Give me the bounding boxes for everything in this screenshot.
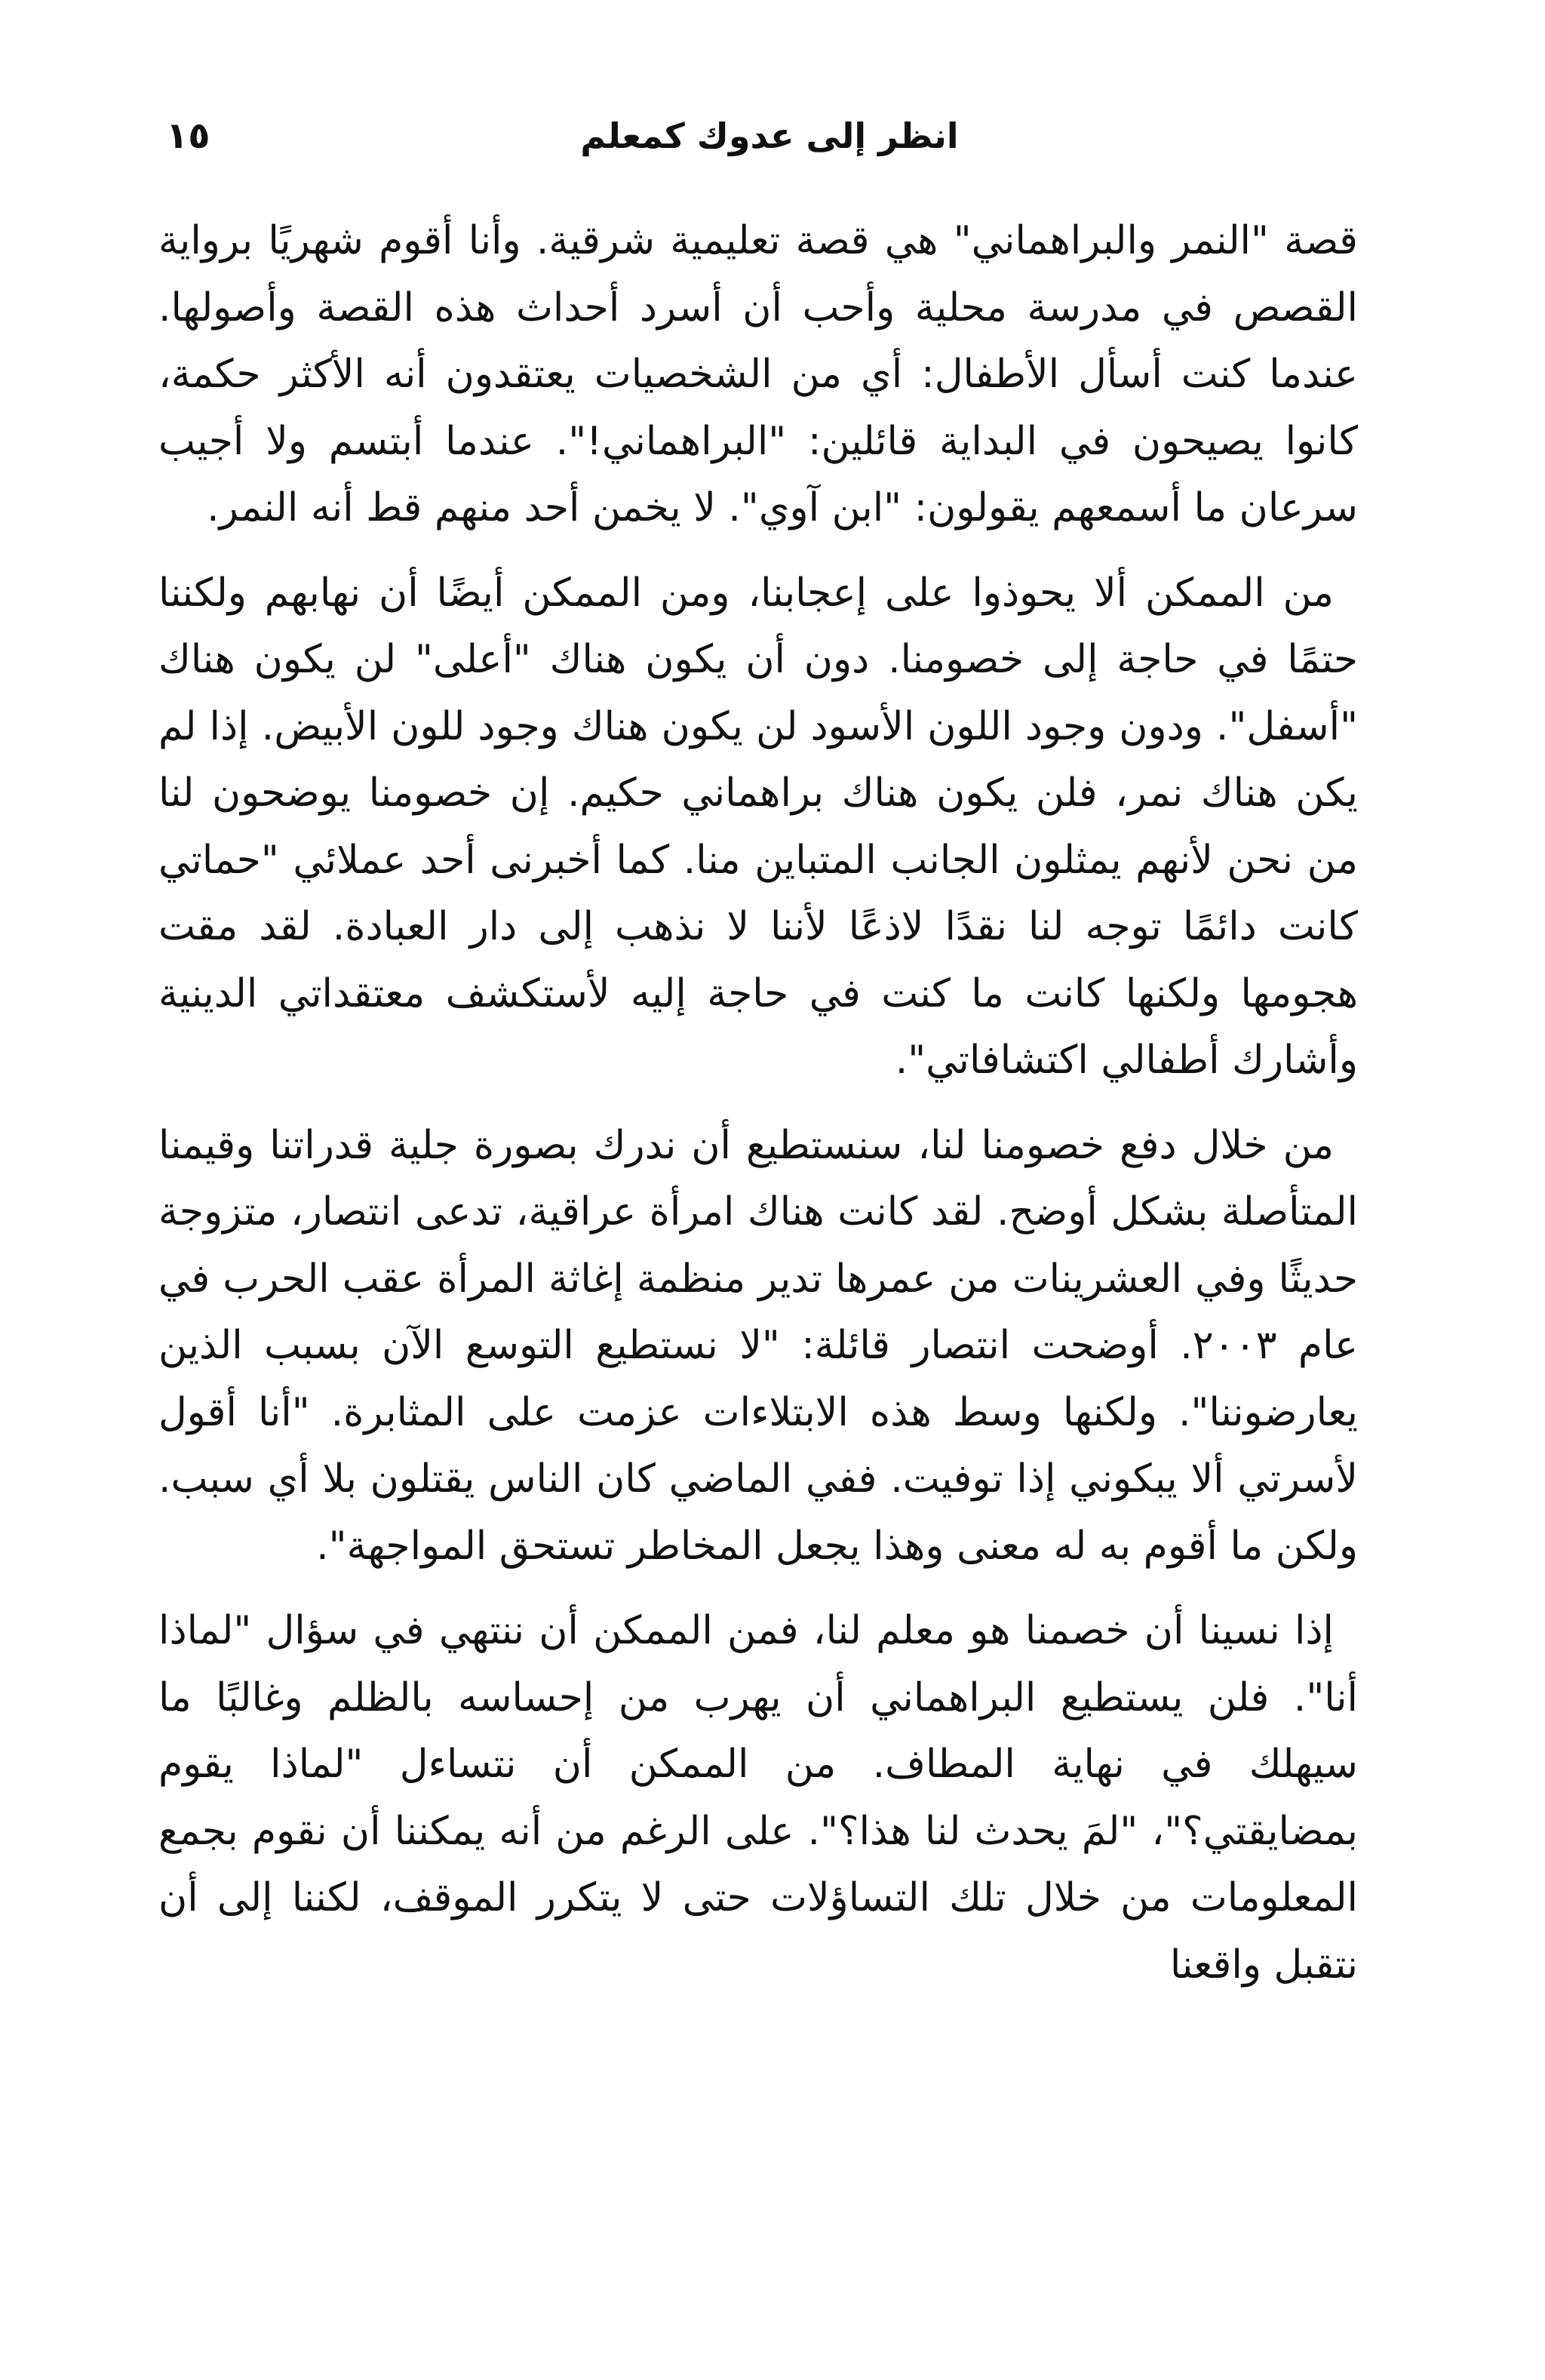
paragraph: إذا نسينا أن خصمنا هو معلم لنا، فمن الممكن أن ننتهي في سؤال "لماذا أنا". فلن يستطيع البراهماني أن يهرب من إحساسه بالظلم وغالبًا ما سيهلك في نهاية المطاف. من الممكن أن نتساءل "لماذا يقوم بمضايقتي؟"، "لمَ يحدث لنا هذا؟". على الرغم من أنه يمكننا أن نقوم بجمع المعلومات من خلال تلك التساؤلات حتى لا يتكرر الموقف، لكننا إلى أن نتقبل واقعنا xyxy=(158,1608,1358,1988)
body-text xyxy=(158,208,1358,2245)
paragraph: قصة "النمر والبراهماني" هي قصة تعليمية شرقية. وأنا أقوم شهريًا برواية القصص في مدرسة محلية وأحب أن أسرد أحداث هذه القصة وأصولها. عندما كنت أسأل الأطفال: أي من الشخصيات يعتقدون أنه الأكثر حكمة، كانوا يصيحون في البداية قائلين: "البراهماني!". عندما أبتسم ولا أجيب سرعان ما أسمعهم يقولون: "ابن آوي". لا يخمن أحد منهم قط أنه النمر. xyxy=(158,218,1358,530)
running-title: انظر إلى عدوك كمعلم xyxy=(580,115,959,156)
paragraph: من الممكن ألا يحوذوا على إعجابنا، ومن الممكن أيضًا أن نهابهم ولكننا حتمًا في حاجة إلى خصومنا. دون أن يكون هناك "أعلى" لن يكون هناك "أسفل". ودون وجود اللون الأسود لن يكون هناك وجود للون الأبيض. إذا لم يكن هناك نمر، فلن يكون هناك براهماني حكيم. إن خصومنا يوضحون لنا من نحن لأنهم يمثلون الجانب المتباين منا. كما أخبرنى أحد عملائي "حماتي كانت دائمًا توجه لنا نقدًا لاذعًا لأننا لا نذهب إلى دار العبادة. لقد مقت هجومها ولكنها كانت ما كنت في حاجة إليه لأستكشف معتقداتي الدينية وأشارك أطفالي اكتشافاتي". xyxy=(158,570,1358,1083)
page-number: ١٥ xyxy=(166,115,210,157)
page-header xyxy=(166,106,1373,166)
paragraph: من خلال دفع خصومنا لنا، سنستطيع أن ندرك بصورة جلية قدراتنا وقيمنا المتأصلة بشكل أوضح. لقد كانت هناك امرأة عراقية، تدعى انتصار، متزوجة حديثًا وفي العشرينات من عمرها تدير منظمة إغاثة المرأة عقب الحرب في عام ٢٠٠٣. أوضحت انتصار قائلة: "لا نستطيع التوسع الآن بسبب الذين يعارضوننا". ولكنها وسط هذه الابتلاءات عزمت على المثابرة. "أنا أقول لأسرتي ألا يبكوني إذا توفيت. ففي الماضي كان الناس يقتلون بلا أي سبب. ولكن ما أقوم به له معنى وهذا يجعل المخاطر تستحق المواجهة". xyxy=(158,1122,1358,1569)
